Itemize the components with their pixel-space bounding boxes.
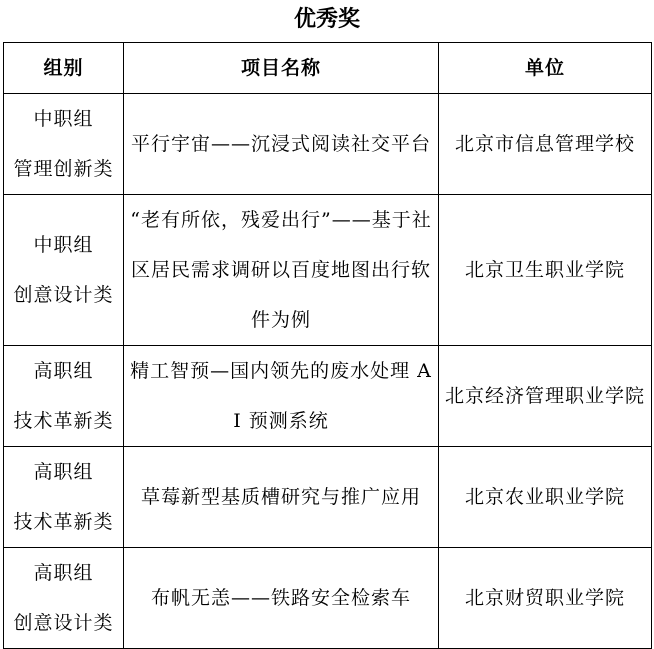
unit-cell: 北京农业职业学院 <box>439 447 652 548</box>
table-row <box>4 346 652 447</box>
unit-cell: 北京市信息管理学校 <box>439 94 652 195</box>
page-title: 优秀奖 <box>293 7 360 32</box>
header-project: 项目名称 <box>124 43 439 94</box>
group-cell <box>4 195 124 346</box>
group-level: 高职组 <box>33 360 94 382</box>
group-category: 管理创新类 <box>13 158 114 180</box>
project-cell: “老有所依，残爱出行”——基于社区居民需求调研以百度地图出行软件为例 <box>124 195 439 346</box>
group-cell <box>4 94 124 195</box>
table-header-row <box>4 43 652 94</box>
group-cell <box>4 447 124 548</box>
project-cell: 平行宇宙——沉浸式阅读社交平台 <box>124 94 439 195</box>
group-level: 高职组 <box>33 562 94 584</box>
table-row <box>4 94 652 195</box>
table-row <box>4 548 652 649</box>
group-level: 中职组 <box>33 108 94 130</box>
table-row <box>4 195 652 346</box>
table-row <box>4 447 652 548</box>
group-level: 高职组 <box>33 461 94 483</box>
group-level: 中职组 <box>33 234 94 256</box>
header-group: 组别 <box>4 43 124 94</box>
group-cell <box>4 548 124 649</box>
group-category: 创意设计类 <box>13 284 114 306</box>
group-cell <box>4 346 124 447</box>
unit-cell: 北京卫生职业学院 <box>439 195 652 346</box>
project-cell: 布帆无恙——铁路安全检索车 <box>124 548 439 649</box>
group-category: 技术革新类 <box>13 410 114 432</box>
group-category: 技术革新类 <box>13 511 114 533</box>
awards-table <box>3 42 652 649</box>
project-cell: 草莓新型基质槽研究与推广应用 <box>124 447 439 548</box>
project-cell: 精工智预—国内领先的废水处理 AI 预测系统 <box>124 346 439 447</box>
unit-cell: 北京财贸职业学院 <box>439 548 652 649</box>
header-unit: 单位 <box>439 43 652 94</box>
group-category: 创意设计类 <box>13 612 114 634</box>
unit-cell: 北京经济管理职业学院 <box>439 346 652 447</box>
